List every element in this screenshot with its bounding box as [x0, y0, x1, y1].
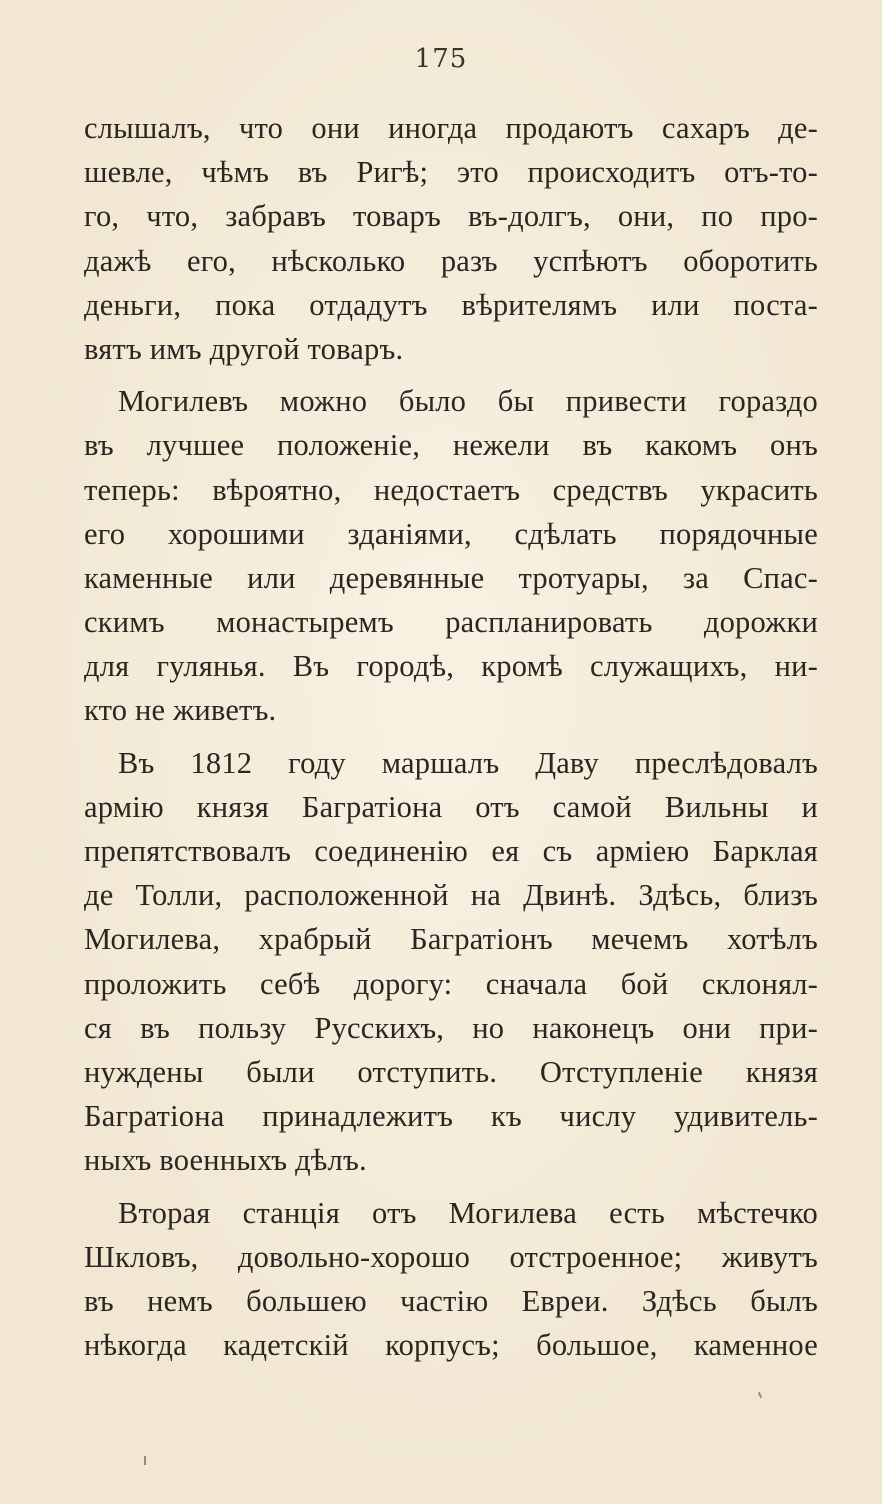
text-line: вятъ имъ другой товаръ. [84, 331, 404, 366]
text-line: Въ 1812 году маршалъ Даву преслѣдовалъ [118, 745, 818, 780]
text-line: шевле, чѣмъ въ Ригѣ; это происходитъ отъ-то- [84, 155, 818, 190]
text-line: Шкловъ, довольно-хорошо отстроенное; живутъ [84, 1239, 818, 1274]
text-line: армію князя Багратіона отъ самой Вильны и [84, 789, 818, 824]
text-line: Могилевъ можно было бы привести гораздо [118, 384, 818, 419]
text-line: Могилева, храбрый Багратіонъ мечемъ хотѣлъ [84, 922, 818, 957]
text-line: кто не живетъ. [84, 693, 277, 728]
paragraph-1 [84, 106, 818, 371]
text-line: ныхъ военныхъ дѣлъ. [84, 1143, 367, 1178]
text-line: го, что, забравъ товаръ въ-долгъ, они, по про- [84, 199, 818, 234]
paragraph-4 [84, 1191, 818, 1368]
paragraph-2 [84, 379, 818, 733]
text-line: нуждены были отступить. Отступленіе князя [84, 1054, 818, 1089]
page-number: 175 [414, 44, 468, 74]
text-line: деньги, пока отдадутъ вѣрителямъ или поста- [84, 287, 818, 322]
text-line: проложить себѣ дорогу: сначала бой склонял- [84, 966, 818, 1001]
text-line: ся въ пользу Русскихъ, но наконецъ они при- [84, 1010, 818, 1045]
text-line: Вторая станція отъ Могилева есть мѣстечко [118, 1195, 818, 1230]
text-line: его хорошими зданіями, сдѣлать порядочные [84, 516, 818, 551]
text-line: въ немъ большею частію Евреи. Здѣсь былъ [84, 1283, 818, 1318]
text-line: Багратіона принадлежитъ къ числу удивитель- [84, 1099, 818, 1134]
paragraph-3 [84, 741, 818, 1183]
text-line: каменные или деревянные тротуары, за Спас- [84, 560, 818, 595]
text-line: дажѣ его, нѣсколько разъ успѣютъ оборотить [84, 243, 818, 278]
paper-speck [758, 1392, 762, 1398]
text-line: нѣкогда кадетскій корпусъ; большое, каменное [84, 1328, 818, 1363]
text-line: скимъ монастыремъ распланировать дорожки [84, 605, 818, 640]
text-line: препятствовалъ соединенію ея съ арміею Барклая [84, 834, 818, 868]
text-line: слышалъ, что они иногда продаютъ сахаръ де- [84, 111, 818, 145]
text-line: въ лучшее положеніе, нежели въ какомъ онъ [84, 428, 818, 463]
text-line: де Толли, расположенной на Двинѣ. Здѣсь, близъ [84, 878, 818, 913]
body-text [84, 106, 818, 1367]
text-line: для гулянья. Въ городѣ, кромѣ служащихъ, ни- [84, 649, 818, 684]
text-line: теперь: вѣроятно, недостаетъ средствъ украсить [84, 472, 818, 507]
paper-speck [144, 1456, 146, 1465]
